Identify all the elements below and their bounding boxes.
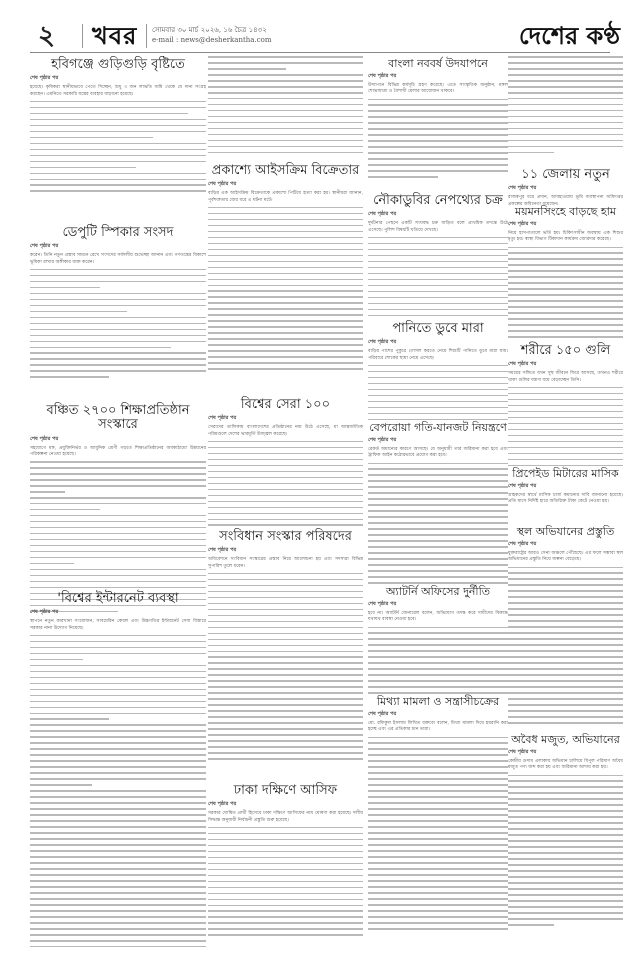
article-new-year [368,58,508,185]
article-body: হয়েছে। কৃষিকরা স্থানীয়ভাবে পেতে দিচ্ছেন, শুধু ৩ জন লাভতি জমি থেকে যে দানা সংগ্রহ করছেন। এমনিতে সরকারি যন্ত্রের ব্যবহার বাড়ানো হয়েছে। [30,85,206,97]
headline[interactable]: স্থল অভিযানের প্রস্তুতি [516,525,615,538]
body-text-lines [368,99,508,185]
article-internet [30,592,206,963]
article-eleven-districts [508,168,623,208]
article-body: গ্রাহকদের স্বার্থে মাসিক চার্জ কমানোর দাবি জানানো হয়েছে। প্রতি মাসে নির্দিষ্ট হারে অতিরিক্ত টাকা কেটে নেওয়া হয়। [508,493,623,505]
kicker: শেষ পৃষ্ঠার পর [508,541,537,548]
body-text-lines [508,387,623,477]
body-text-lines [368,365,508,425]
article-body: করেন। তিনি নতুন প্রস্তাব সামনে রেখে সংসদের সর্বদলীয় শুভেচ্ছা জানান এবং গণতন্ত্রের বিকাশে ভূমিকা রাখার অঙ্গীকার ব্যক্ত করেন। [30,253,206,265]
article-body: যুক্তরাষ্ট্রের আরও সেনা অঞ্চলে পৌঁছেছে। এর ফলে সম্ভাব্য স্থল অভিযানের প্রস্তুতি নিয়ে জল্পনা বেড়েছে। [508,551,623,563]
article-bullets [508,344,623,477]
kicker: শেষ পৃষ্ঠার পর [208,181,237,188]
headline[interactable]: বেপরোয়া গতি-যানজট নিয়ন্ত্রণে [369,421,507,434]
article-prepaid-meter [508,468,623,506]
body-text-lines [508,247,623,347]
kicker: শেষ পৃষ্ঠার পর [208,547,237,554]
kicker: শেষ পৃষ্ঠার পর [508,483,537,490]
article-body: নিয়ে হাসপাতালে ভর্তি হয়। চিকিৎসাধীন অবস্থায় এক শিশুর মৃত্যু হয়। স্বাস্থ্য বিভাগ টিকাদান কার্যক্রম জোরদার করেছে। [508,231,623,243]
article-flight-preparation [508,526,623,737]
divider [82,24,83,48]
kicker: শেষ পৃষ্ঠার পর [30,435,59,442]
date: সোমবার ৩০ মার্চ ২০২৬, ১৬ চৈত্র ১৪৩২ [152,26,267,34]
headline[interactable]: ১১ জেলায় নতুন [521,167,610,182]
kicker: শেষ পৃষ্ঠার পর [30,609,59,616]
article-dhaka-south [208,784,363,945]
kicker: শেষ পৃষ্ঠার পর [508,749,537,756]
headline[interactable]: শরীরে ১৫০ গুলি [520,343,611,358]
kicker: শেষ পৃষ্ঠার পর [508,361,537,368]
kicker: শেষ পৃষ্ঠার পর [368,73,397,80]
headline[interactable]: হবিগঞ্জে গুড়িগুড়ি বৃষ্টিতে [51,57,185,72]
headline[interactable]: সংবিধান সংস্কার পরিষদের [219,529,352,544]
headline[interactable]: বঞ্চিত ২৭০০ শিক্ষাপ্রতিষ্ঠান সংস্কারে [46,403,190,433]
article-body: বাড়ির এক আইসক্রিম বিক্রেতাকে প্রকাশ্যে পিটিয়ে হত্যা করা হয়। স্থানীয়রা জানান, পূর্বশত্রুতার জের ধরে এ ঘটনা ঘটে। [208,191,363,203]
body-text-lines [208,207,363,382]
article-continuation [508,56,623,160]
body-text-lines [208,827,363,945]
article-deputy-speaker [30,226,206,389]
headline[interactable]: অ্যাটর্নি অফিসের দুর্নীতি [386,585,490,598]
body-text-lines [30,269,206,389]
article-mymensingh [508,206,623,347]
article-body: দুর্ঘটনার পেছনে একটি সংঘবদ্ধ চক্র জড়িত বলে প্রাথমিক তদন্তে উঠে এসেছে। পুলিশ বিষয়টি খতিয়ে দেখছে। [368,221,508,233]
kicker: শেষ পৃষ্ঠার পর [368,601,397,608]
article-best-100 [208,398,363,533]
kicker: শেষ পৃষ্ঠার পর [368,211,397,218]
article-body: রেকর্ড অমান্যের কারণে আসছে। যে অনুযায়ী তার জরিমানা করা হবে এবং ট্রাফিক আইন কঠোরভাবে প্রয়োগ করা হবে। [368,447,508,459]
headline[interactable]: পানিতে ডুবে মারা [392,321,484,336]
body-text-lines [30,101,206,201]
article-habiganj [30,58,206,201]
page-number: ২ [38,21,55,51]
article-body: রাজস্বপুর ধরে প্রদান, আবহাওয়ায় ভূমি ব্যবস্থাপনা অধিদপ্তর প্রকল্পের অধিনেতা রয়েছেন। [508,195,623,207]
body-text-lines [508,567,623,737]
headline[interactable]: বিশ্বের সেরা ১০০ [240,397,331,412]
body-text-lines [368,463,508,593]
body-text-lines [208,441,363,533]
article-boat-sinking [368,194,508,325]
body-text-lines [368,237,508,325]
body-text-lines [508,775,623,935]
body-text-lines [30,635,206,963]
article-body: মো. রফিকুল ইসলাম লিখিত বক্তব্যে বলেন, মিথ্যা মামলা দিয়ে হয়রানি করা হচ্ছে এবং এর প্রতিকার চান তারা। [368,721,508,733]
article-false-case [368,696,508,937]
article-body: সময়ের সঙ্গিতে যখন সুস্থ জীবনে ফিরে আসছে, তখনও শরীরে থাকা গুলির যন্ত্রণা বয়ে বেড়াচ্ছেন তিনি। [508,371,623,383]
headline[interactable]: বাংলা নববর্ষ উদযাপনে [388,57,488,70]
article-continuation [208,56,363,160]
article-body: সেরাদের তালিকায় বাংলাদেশের প্রতিষ্ঠানের নাম উঠে এসেছে, যা আন্তর্জাতিক পরিমণ্ডলে দেশের ভাবমূর্তি উজ্জ্বল করেছে। [208,425,363,437]
article-reckless-speed [368,422,508,593]
kicker: শেষ পৃষ্ঠার পর [368,711,397,718]
article-attorney-office [368,586,508,701]
body-text-lines [368,627,508,701]
kicker: শেষ পৃষ্ঠার পর [508,185,537,192]
article-body: বাড়ির পাশের পুকুরে গোসল করতে নেমে শিশুটি পানিতে ডুবে মারা যায়। পরিবারে শোকের ছায়া নেমে এসেছে। [368,349,508,361]
article-body: অধিবেশনে সংবিধান সংস্কারের প্রস্তাব নিয়ে আলোচনা হয় এবং সদস্যরা বিভিন্ন সুপারিশ তুলে ধরেন। [208,557,363,569]
article-body: কেন্দ্রীয় গুদাম এলাকায় অভিযান চালিয়ে বিপুল পরিমাণ অবৈধ মজুত পণ্য জব্দ করা হয় এবং জরিমানা আদায় করা হয়। [508,759,623,771]
body-text-lines [208,56,363,160]
kicker: শেষ পৃষ্ঠার পর [368,437,397,444]
section-name: খবর [92,21,138,50]
headline[interactable]: ডেপুটি স্পিকার সংসদ [62,225,174,240]
headline[interactable]: অবৈধ মজুত, অভিযানের [511,733,620,746]
headline[interactable]: ঢাকা দক্ষিণে আসিফ [233,783,338,798]
headline[interactable]: প্রকাশ্যে আইসক্রিম বিক্রেতার [211,163,360,178]
headline[interactable]: মিথ্যা মামলা ও সন্ত্রাসীচক্রের [376,695,500,708]
article-icecream [208,164,363,382]
article-body: সহযোগে মঙ্গ, প্রযুক্তিনির্ভর ও আধুনিক শ্রেণী গড়তে শিক্ষাপ্রতিষ্ঠানের অবকাঠামো উন্নয়নের পরিকল্পনা নেওয়া হয়েছে। [30,445,206,457]
kicker: শেষ পৃষ্ঠার পর [208,415,237,422]
headline[interactable]: প্রিপেইড মিটারের মাসিক [512,467,619,480]
divider [146,24,147,48]
newspaper-logo: দেশের কণ্ঠ [518,21,620,50]
headline[interactable]: 'বিশ্বের ইন্টারনেট ব্যবস্থা [57,591,179,606]
body-text-lines [508,56,623,160]
article-body: সরকার ঘোষিত প্রার্থী হিসেবে ঢাকা দক্ষিণে আসিফের নাম ঘোষণা করা হয়েছে। দলীয় সিদ্ধান্ত অনুযায়ী নির্বাচনী প্রস্তুতি শুরু হয়েছে। [208,811,363,823]
header-rule [30,52,610,53]
body-text-lines [208,573,363,773]
kicker: শেষ পৃষ্ঠার পর [508,221,537,228]
kicker: শেষ পৃষ্ঠার পর [30,75,59,82]
article-drowning [368,322,508,425]
kicker: শেষ পৃষ্ঠার পর [368,339,397,346]
kicker: শেষ পৃষ্ঠার পর [30,243,59,250]
article-body: স্থাপনে নতুন কারখানা সংযোজন, সাবমেরিন কেবল এবং উচ্চগতির ইন্টারনেট সেবা বিস্তারে সরকার নানা উদ্যোগ নিয়েছে। [30,619,206,631]
headline[interactable]: ময়মনসিংহে বাড়ছে হাম [515,205,616,218]
article-body: উদ্যাপনে বিভিন্ন কর্মসূচি গ্রহণ করেছে। এতে সাংস্কৃতিক অনুষ্ঠান, মঙ্গল শোভাযাত্রা ও বৈশাখী মেলার আয়োজন থাকবে। [368,83,508,95]
email-link[interactable]: e-mail : news@desherkantha.com [152,36,272,44]
kicker: শেষ পৃষ্ঠার পর [208,801,237,808]
article-body: হবে না। অ্যাটর্নি জেনারেল বলেন, অভিযোগ তদন্ত করে দায়ীদের বিরুদ্ধে যথাযথ ব্যবস্থা নেওয়া হবে। [368,611,508,623]
article-constitution [208,530,363,773]
dateline [152,25,271,45]
headline[interactable]: নৌকাডুবির নেপথ্যের চক্র [373,193,503,208]
body-text-lines [368,737,508,937]
article-illegal-stock [508,734,623,935]
masthead [30,22,630,50]
